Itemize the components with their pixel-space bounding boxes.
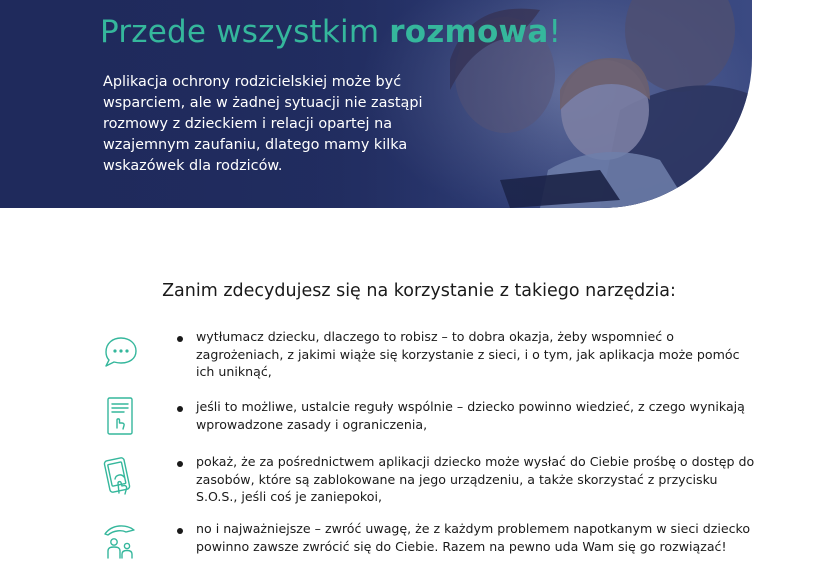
bullet (177, 406, 183, 412)
tip-text: wytłumacz dziecku, dlaczego to robisz – to dobra okazja, żeby wspomnieć o zagrożeniach, z jakimi wiąże się korzystanie z sieci, i o tym, jak aplikacja może pomóc ich uniknąć, (196, 329, 740, 379)
family-protection-icon (100, 520, 140, 564)
phone-touch-icon (100, 453, 140, 497)
tip-text: jeśli to możliwe, ustalcie reguły wspólnie – dziecko powinno wiedzieć, z czego wynikają wprowadzone zasady i ograniczenia, (196, 399, 745, 432)
hero-intro-text: Aplikacja ochrony rodzicielskiej może być wsparciem, ale w żadnej sytuacji nie zastąpi rozmowy z dzieckiem i relacji opartej na wzajemnym zaufaniu, dlatego mamy kilka wskazówek dla rodziców. (103, 74, 423, 174)
section-heading: Zanim zdecydujesz się na korzystanie z takiego narzędzia: (162, 281, 676, 301)
tip-text: pokaż, że za pośrednictwem aplikacji dziecko może wysłać do Ciebie prośbę o dostęp do zasobów, które są zablokowane na jego urządzeniu, a także skorzystać z przycisku S.O.S., jeśli coś je zaniepokoi, (196, 454, 755, 504)
title-light: Przede wszystkim (100, 14, 390, 50)
title-end: ! (548, 14, 562, 50)
bullet (177, 336, 183, 342)
title-bold: rozmowa (389, 14, 549, 50)
bullet (177, 528, 183, 534)
page-title (100, 14, 561, 50)
hero-banner (0, 0, 752, 208)
bullet (177, 461, 183, 467)
tip-text: no i najważniejsze – zwróć uwagę, że z każdym problemem napotkanym w sieci dziecko powinno zawsze zwrócić się do Ciebie. Razem na pewno uda Wam się go rozwiązać! (196, 521, 751, 554)
chat-bubble-icon (100, 330, 140, 374)
document-hand-icon (100, 394, 140, 438)
